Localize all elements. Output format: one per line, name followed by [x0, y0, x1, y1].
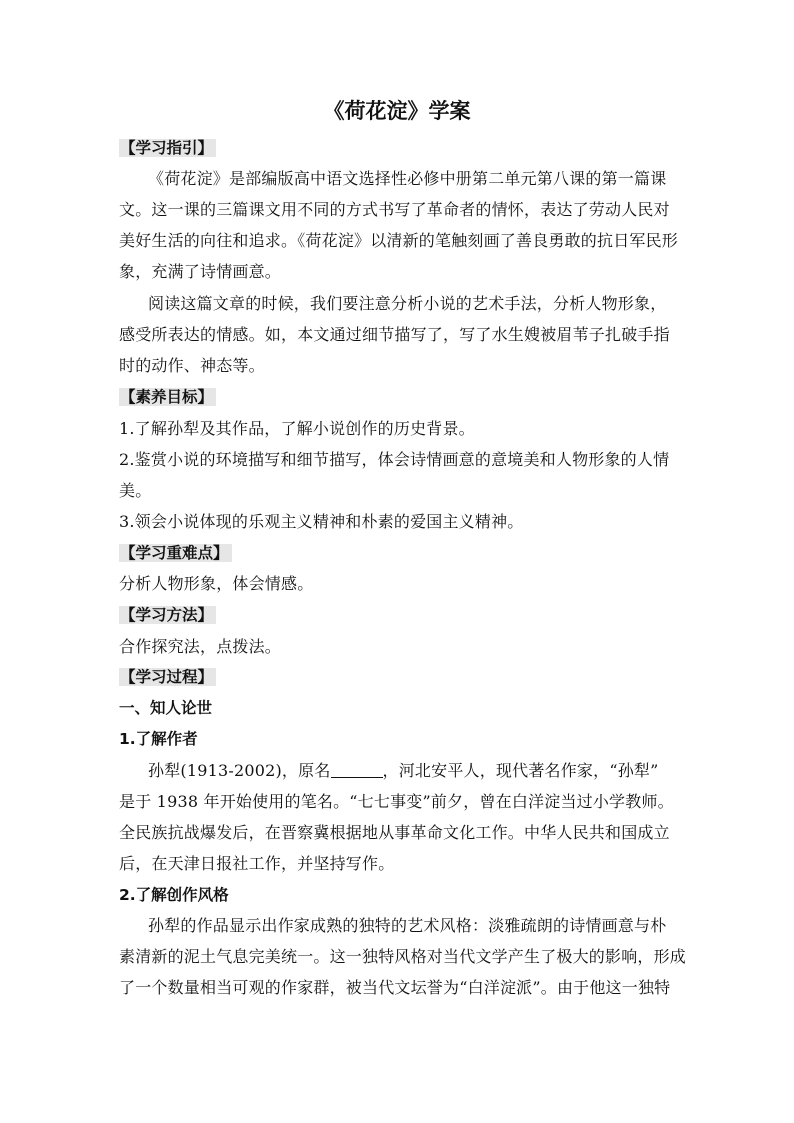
section-heading-process-label: 【学习过程】	[119, 668, 216, 686]
paragraph-line: 全民族抗战爆发后，在晋察冀根据地从事革命文化工作。中华人民共和国成立	[119, 823, 670, 842]
section-heading-guide-label: 【学习指引】	[119, 139, 216, 157]
key-points-text: 分析人物形象，体会情感。	[119, 574, 314, 593]
section-heading-process	[119, 666, 216, 688]
paragraph-line: 《荷花淀》是部编版高中语文选择性必修中册第二单元第八课的第一篇课	[148, 169, 667, 188]
paragraph-line: 美好生活的向往和追求。《荷花淀》以清新的笔触刻画了善良勇敢的抗日军民形	[119, 231, 679, 250]
part1-heading: 一、知人论世	[119, 699, 213, 717]
section-heading-method	[119, 604, 216, 626]
paragraph-line: 后，在天津日报社工作，并坚持写作。	[119, 854, 395, 873]
sub2-heading: 2.了解创作风格	[119, 886, 229, 904]
paragraph-line: 素清新的泥土气息完美统一。这一独特风格对当代文学产生了极大的影响，形成	[119, 947, 687, 966]
paragraph-line: 文。这一课的三篇课文用不同的方式书写了革命者的情怀，表达了劳动人民对	[119, 200, 670, 219]
author-line-start: 孙犁(1913-2002)，原名	[148, 761, 331, 780]
goal-item: 美。	[119, 481, 152, 500]
document-title: 《荷花淀》学案	[323, 99, 471, 123]
paragraph-line: 孙犁的作品显示出作家成熟的独特的艺术风格：淡雅疏朗的诗情画意与朴	[148, 916, 667, 935]
section-heading-goals-label: 【素养目标】	[119, 388, 216, 406]
goal-item: 2.鉴赏小说的环境描写和细节描写，体会诗情画意的意境美和人物形象的人情	[119, 450, 670, 469]
author-line	[148, 760, 678, 782]
section-heading-method-label: 【学习方法】	[119, 606, 216, 624]
paragraph-line: 象，充满了诗情画意。	[119, 262, 282, 281]
paragraph-line: 阅读这篇文章的时候，我们要注意分析小说的艺术手法，分析人物形象，	[148, 294, 667, 313]
fill-in-blank[interactable]	[331, 761, 383, 778]
paragraph-line: 时的动作、神态等。	[119, 356, 265, 375]
section-heading-key-points-label: 【学习重难点】	[119, 544, 232, 562]
section-heading-guide	[119, 137, 216, 159]
author-line-end: ，河北安平人，现代著名作家，“孙犁”	[382, 761, 659, 780]
method-text: 合作探究法，点拨法。	[119, 637, 282, 656]
section-heading-goals	[119, 386, 216, 408]
sub1-heading: 1.了解作者	[119, 730, 198, 748]
goal-item: 1.了解孙犁及其作品，了解小说创作的历史背景。	[119, 419, 475, 438]
paragraph-line: 是于 1938 年开始使用的笔名。“七七事变”前夕，曾在白洋淀当过小学教师。	[119, 792, 674, 811]
paragraph-line: 感受所表达的情感。如，本文通过细节描写了，写了水生嫂被眉苇子扎破手指	[119, 325, 670, 344]
section-heading-key-points	[119, 542, 232, 564]
paragraph-line: 了一个数量相当可观的作家群，被当代文坛誉为“白洋淀派”。由于他这一独特	[119, 978, 671, 997]
goal-item: 3.领会小说体现的乐观主义精神和朴素的爱国主义精神。	[119, 512, 524, 531]
